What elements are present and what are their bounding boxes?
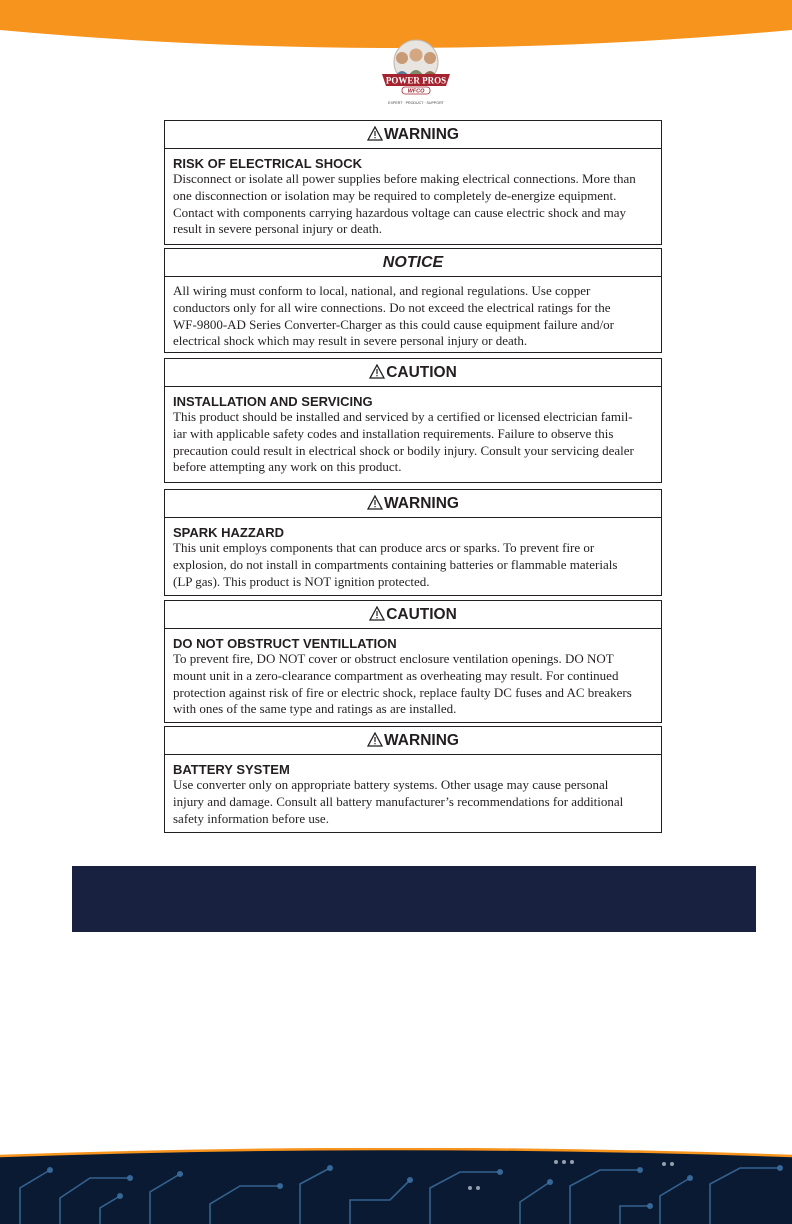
box-subheading: RISK OF ELECTRICAL SHOCK [173, 156, 362, 171]
body-line: mount unit in a zero-clearance compartment as overheating may result. For continued [173, 667, 619, 683]
warning-triangle-icon [367, 126, 383, 141]
section-banner [72, 866, 756, 932]
body-line: result in severe personal injury or death. [173, 221, 383, 237]
warning-triangle-icon [369, 606, 385, 621]
box-body [173, 540, 653, 590]
body-line: Disconnect or isolate all power supplies before making electrical connections. More than [173, 171, 636, 186]
box-header [165, 601, 661, 629]
box-subheading: BATTERY SYSTEM [173, 762, 290, 777]
caution-box-installation [164, 358, 662, 483]
warning-box-electrical-shock [164, 120, 662, 245]
body-line: protection against risk of fire or electric shock, replace faulty DC fuses and AC breakers [173, 684, 632, 700]
box-subheading: DO NOT OBSTRUCT VENTILLATION [173, 636, 397, 651]
box-heading: WARNING [384, 732, 459, 749]
warning-box-battery-system [164, 726, 662, 833]
box-heading: CAUTION [386, 364, 457, 381]
warning-triangle-icon [367, 732, 383, 747]
body-line: This product should be installed and serviced by a certified or licensed electrician famil- [173, 409, 633, 424]
circuit-board-footer [0, 1148, 792, 1224]
box-body [173, 651, 653, 718]
box-heading: CAUTION [386, 606, 457, 623]
box-body [173, 171, 653, 238]
body-line: injury and damage. Consult all battery manufacturer’s recommendations for additional [173, 793, 624, 809]
box-heading: WARNING [384, 495, 459, 512]
body-line: precaution could result in electrical shock or bodily injury. Consult your servicing dealer [173, 442, 634, 458]
warning-box-spark-hazard [164, 489, 662, 596]
body-line: To prevent fire, DO NOT cover or obstruct enclosure ventilation openings. DO NOT [173, 651, 614, 666]
box-header [165, 490, 661, 518]
warning-triangle-icon [367, 495, 383, 510]
logo-sub-text: WFCO [407, 88, 425, 95]
box-body [173, 283, 653, 350]
body-line: Use converter only on appropriate battery systems. Other usage may cause personal [173, 777, 609, 792]
box-header [165, 121, 661, 149]
box-header [165, 249, 661, 277]
body-line: This unit employs components that can produce arcs or sparks. To prevent fire or [173, 540, 595, 555]
box-body [173, 777, 653, 827]
body-line: iar with applicable safety codes and installation requirements. Failure to observe this [173, 425, 614, 441]
box-body [173, 409, 653, 476]
body-line: explosion, do not install in compartments containing batteries or flammable materials [173, 556, 618, 572]
body-line: one disconnection or isolation may be required to completely de-energize equipment. [173, 187, 617, 203]
caution-box-ventilation [164, 600, 662, 723]
body-line: conductors only for all wire connections. Do not exceed the electrical ratings for the [173, 299, 611, 315]
body-line: before attempting any work on this product. [173, 459, 402, 475]
power-pros-logo [374, 38, 458, 108]
body-line: with ones of the same type and ratings as are installed. [173, 701, 457, 717]
body-line: safety information before use. [173, 810, 329, 826]
notice-box-wiring [164, 248, 662, 353]
warning-triangle-icon [369, 364, 385, 379]
box-header [165, 727, 661, 755]
box-heading: NOTICE [382, 254, 444, 271]
box-header [165, 359, 661, 387]
logo-brand-text: POWER PROS [385, 75, 447, 86]
box-subheading: INSTALLATION AND SERVICING [173, 394, 373, 409]
box-subheading: SPARK HAZZARD [173, 525, 284, 540]
body-line: WF-9800-AD Series Converter-Charger as this could cause equipment failure and/or [173, 316, 615, 332]
body-line: Contact with components carrying hazardous voltage can cause electric shock and may [173, 204, 627, 220]
logo-tagline: EXPERT · PRODUCT · SUPPORT [388, 101, 444, 105]
body-line: All wiring must conform to local, national, and regional regulations. Use copper [173, 283, 591, 298]
body-line: (LP gas). This product is NOT ignition protected. [173, 573, 430, 589]
box-heading: WARNING [384, 126, 459, 143]
body-line: electrical shock which may result in severe personal injury or death. [173, 333, 528, 349]
